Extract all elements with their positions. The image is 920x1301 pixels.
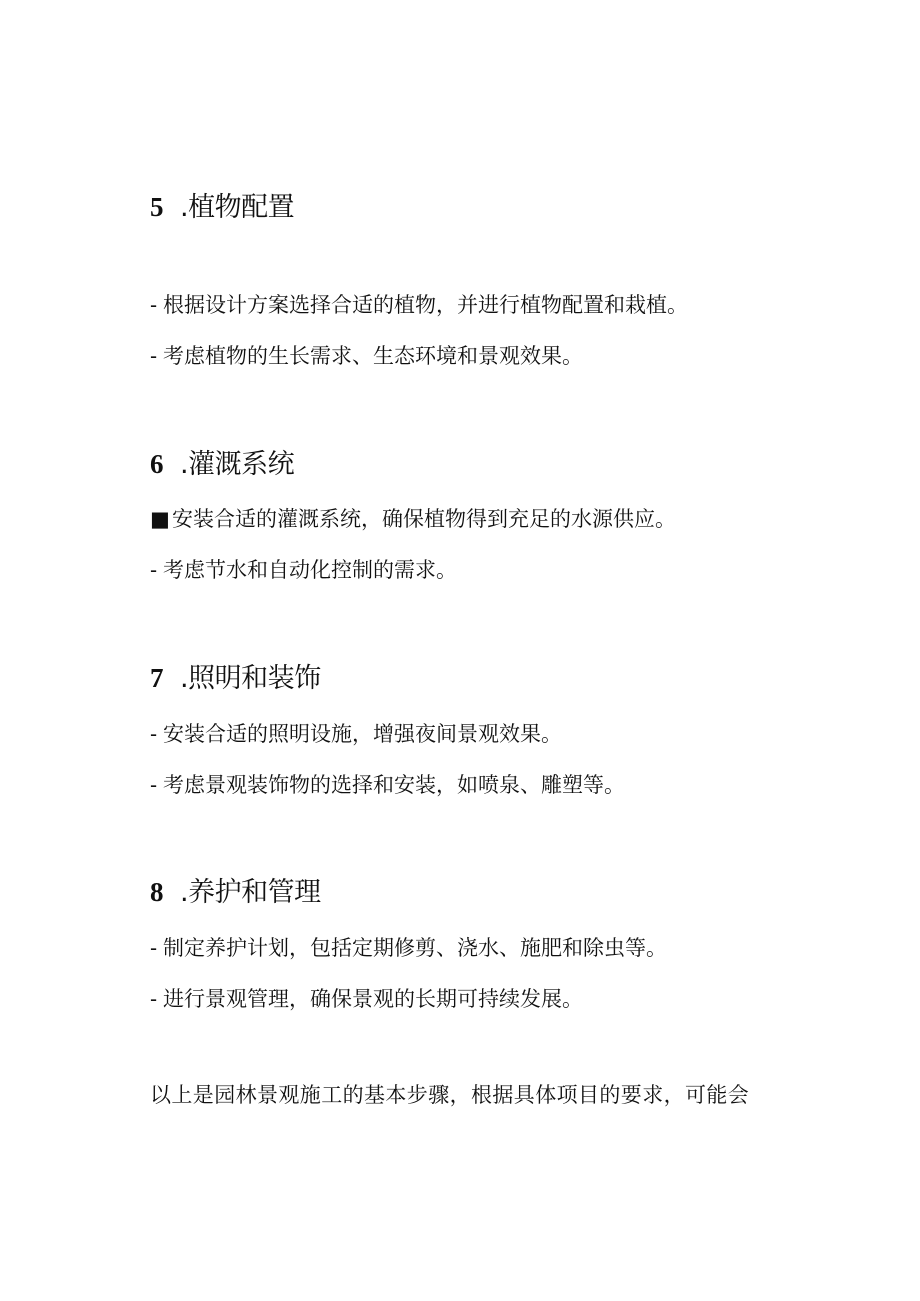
section-title: .灌溉系统 [180,449,295,480]
list-item-text: 考虑节水和自动化控制的需求。 [163,558,457,582]
list-item [150,505,676,533]
dash-marker: - [150,773,158,797]
section-number: 5 [150,192,164,222]
section-heading-8 [150,875,321,910]
dash-marker: - [150,558,158,582]
section-title: .照明和装饰 [180,663,321,694]
list-item [150,556,457,584]
section-title: .植物配置 [180,192,295,223]
closing-paragraph: 以上是园林景观施工的基本步骤，根据具体项目的要求，可能会 [150,1083,750,1107]
list-item [150,342,583,370]
list-item-text: 考虑植物的生长需求、生态环境和景观效果。 [163,344,583,368]
list-item-text: 进行景观管理，确保景观的长期可持续发展。 [163,987,583,1011]
section-title: .养护和管理 [180,877,321,908]
dash-marker: - [150,344,158,368]
list-item-text: 根据设计方案选择合适的植物，并进行植物配置和栽植。 [163,293,688,317]
list-item [150,291,688,319]
section-heading-7 [150,661,321,696]
list-item [150,720,562,748]
list-item-text: 制定养护计划，包括定期修剪、浇水、施肥和除虫等。 [163,936,667,960]
section-heading-6 [150,447,294,482]
list-item [150,985,583,1013]
dash-marker: - [150,987,158,1011]
dash-marker: - [150,722,158,746]
section-number: 6 [150,449,164,479]
list-item [150,771,625,799]
section-heading-5 [150,190,294,225]
section-number: 8 [150,877,164,907]
list-item-text: 安装合适的照明设施，增强夜间景观效果。 [163,722,562,746]
section-number: 7 [150,663,164,693]
list-item-text: 安装合适的灌溉系统，确保植物得到充足的水源供应。 [172,507,676,531]
dash-marker: - [150,293,158,317]
list-item [150,934,667,962]
dash-marker: - [150,936,158,960]
list-item-text: 考虑景观装饰物的选择和安装，如喷泉、雕塑等。 [163,773,625,797]
square-bullet-icon: ■ [150,507,170,531]
